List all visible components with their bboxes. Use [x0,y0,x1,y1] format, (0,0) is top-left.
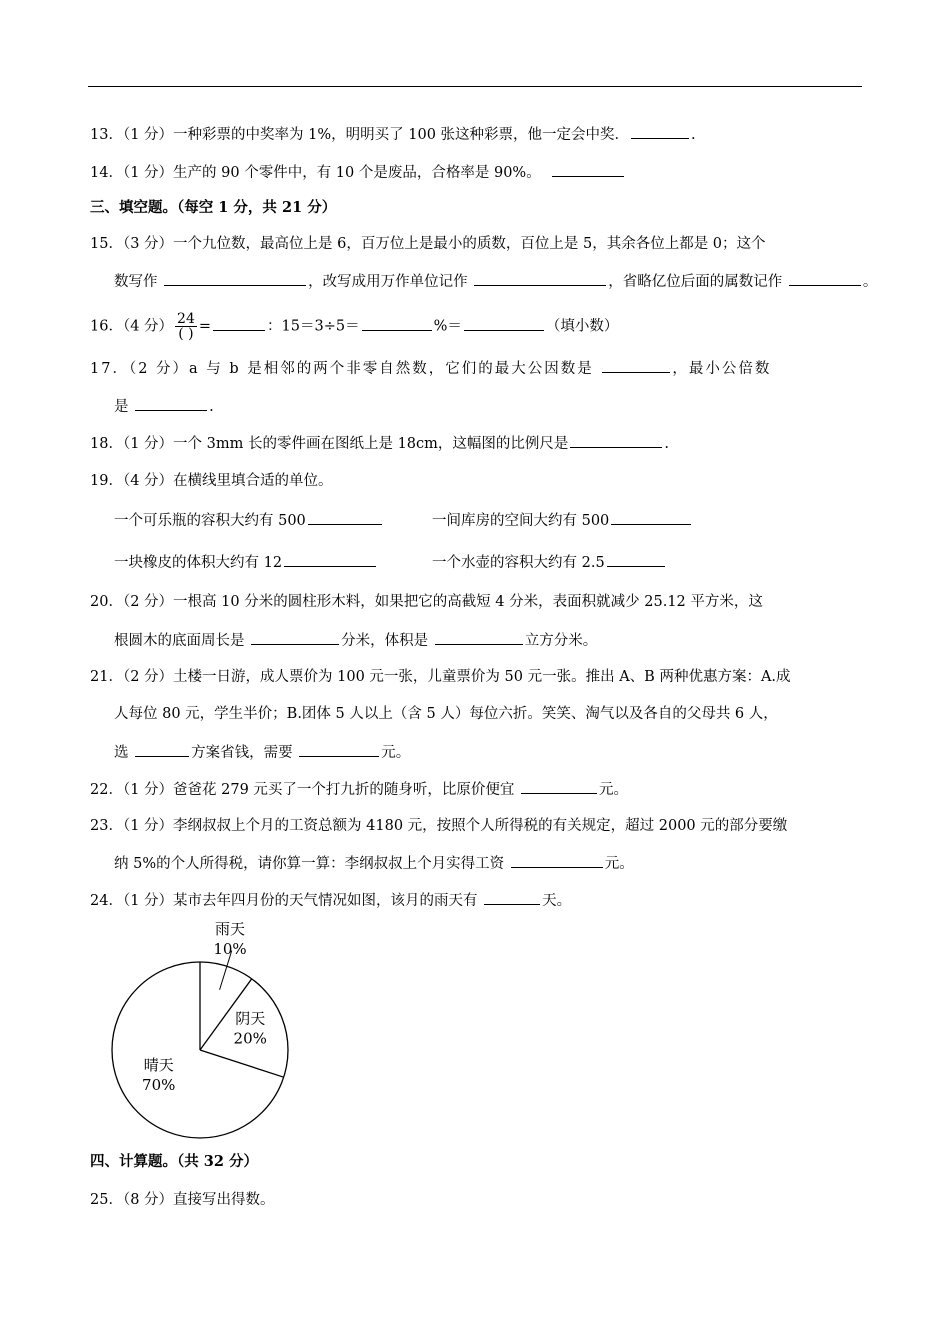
q16-fraction: $\frac{24}{( )}$ [177,311,195,342]
q20-blank-1[interactable] [251,630,339,645]
q19-blank-c[interactable] [284,552,376,567]
question-16: 16．（4 分） $\frac{24}{( )}$ = ：15＝3÷5＝ %＝ （填小数） [90,311,619,342]
question-17-line1: 17．（2 分）a 与 b 是相邻的两个非零自然数，它们的最大公因数是 ，最小公倍数 [90,358,771,379]
q13-text: 13．（1 分）一种彩票的中奖率为 1%，明明买了 100 张这种彩票，他一定会中奖． [90,127,630,143]
pie-label-pct-2: 70% [142,1076,176,1095]
q22-blank[interactable] [521,779,597,794]
question-23-line1: 23．（1 分）李纲叔叔上个月的工资总额为 4180 元，按照个人所得税的有关规定，超过 2000 元的部分要缴 [90,818,788,834]
question-21-line2: 人每位 80 元，学生半价；B.团体 5 人以上（含 5 人）每位六折。笑笑、淘气以及各自的父母共 6 人， [114,706,778,722]
q19-blank-d[interactable] [607,552,665,567]
question-21-line3: 选 方案省钱，需要 元。 [114,742,410,763]
pie-label-name-1: 阴天 [235,1009,266,1028]
section-4-heading: 四、计算题。（共 32 分） [90,1153,259,1170]
question-19-row1: 一个可乐瓶的容积大约有 500 [114,510,384,531]
question-22: 22．（1 分）爸爸花 279 元买了一个打九折的随身听，比原价便宜 元。 [90,779,628,800]
q17-blank-2[interactable] [135,396,207,411]
question-20-line1: 20．（2 分）一根高 10 分米的圆柱形木料，如果把它的高截短 4 分米，表面积就减少 25.12 平方米，这 [90,594,763,610]
pie-label-name-2: 晴天 [143,1056,174,1075]
question-15-line1: 15．（3 分）一个九位数，最高位上是 6，百万位上是最小的质数，百位上是 5，其余各位上都是 0；这个 [90,236,766,252]
question-17-line2: 是 . [114,396,214,417]
pie-slice-divider-2 [200,1050,284,1077]
pie-slice-label-0 [213,920,246,958]
q21-blank-1[interactable] [135,742,189,757]
question-19-row1-b: 一间库房的空间大约有 500 [432,510,693,531]
q15-blank-3[interactable] [789,271,861,286]
question-19-row2: 一块橡皮的体积大约有 12 [114,552,378,573]
question-20-line2: 根圆木的底面周长是 分米，体积是 立方分米。 [114,630,597,651]
question-23-line2: 纳 5%的个人所得税，请你算一算：李纲叔叔上个月实得工资 元。 [114,853,634,874]
q19-blank-a[interactable] [308,510,382,525]
question-25: 25．（8 分）直接写出得数。 [90,1192,275,1208]
q14-blank[interactable] [552,162,624,177]
question-19-row2-d: 一个水壶的容积大约有 2.5 [432,552,667,573]
pie-label-pct-0: 10% [213,940,247,958]
question-24: 24．（1 分）某市去年四月份的天气情况如图，该月的雨天有 天。 [90,890,571,911]
q20-blank-2[interactable] [435,630,523,645]
q18-blank[interactable] [570,433,662,448]
q15-blank-2[interactable] [474,271,606,286]
weather-pie-chart [100,920,300,1140]
q16-blank-3[interactable] [464,316,544,331]
question-18: 18．（1 分）一个 3mm 长的零件画在图纸上是 18cm，这幅图的比例尺是 . [90,433,669,454]
pie-label-pct-1: 20% [233,1029,267,1048]
q19-blank-b[interactable] [611,510,691,525]
question-21-line1: 21．（2 分）土楼一日游，成人票价为 100 元一张，儿童票价为 50 元一张。推出 A、B 两种优惠方案：A.成 [90,669,791,685]
header-rule [88,86,862,87]
question-13: 13．（1 分）一种彩票的中奖率为 1%，明明买了 100 张这种彩票，他一定会中奖． . [90,124,696,145]
q15-blank-1[interactable] [164,271,306,286]
q24-blank[interactable] [484,890,540,905]
question-19: 19．（4 分）在横线里填合适的单位。 [90,473,333,489]
question-14 [90,162,626,183]
q13-blank[interactable] [631,124,689,139]
section-3-heading: 三、填空题。（每空 1 分，共 21 分） [90,199,337,216]
pie-slice-label-1 [234,1010,267,1048]
question-15-line2: 数写作 ，改写成用万作单位记作 ，省略亿位后面的属数记作 。 [114,271,877,292]
q16-blank-2[interactable] [362,316,432,331]
q17-blank-1[interactable] [602,358,670,373]
q14-text: 14．（1 分）生产的 90 个零件中，有 10 个是废品，合格率是 90%。 [90,165,541,181]
q21-blank-2[interactable] [299,742,379,757]
pie-label-name-0: 雨天 [214,920,246,938]
q16-blank-1[interactable] [213,316,265,331]
pie-slice-label-2 [142,1056,175,1094]
q23-blank[interactable] [511,853,603,868]
